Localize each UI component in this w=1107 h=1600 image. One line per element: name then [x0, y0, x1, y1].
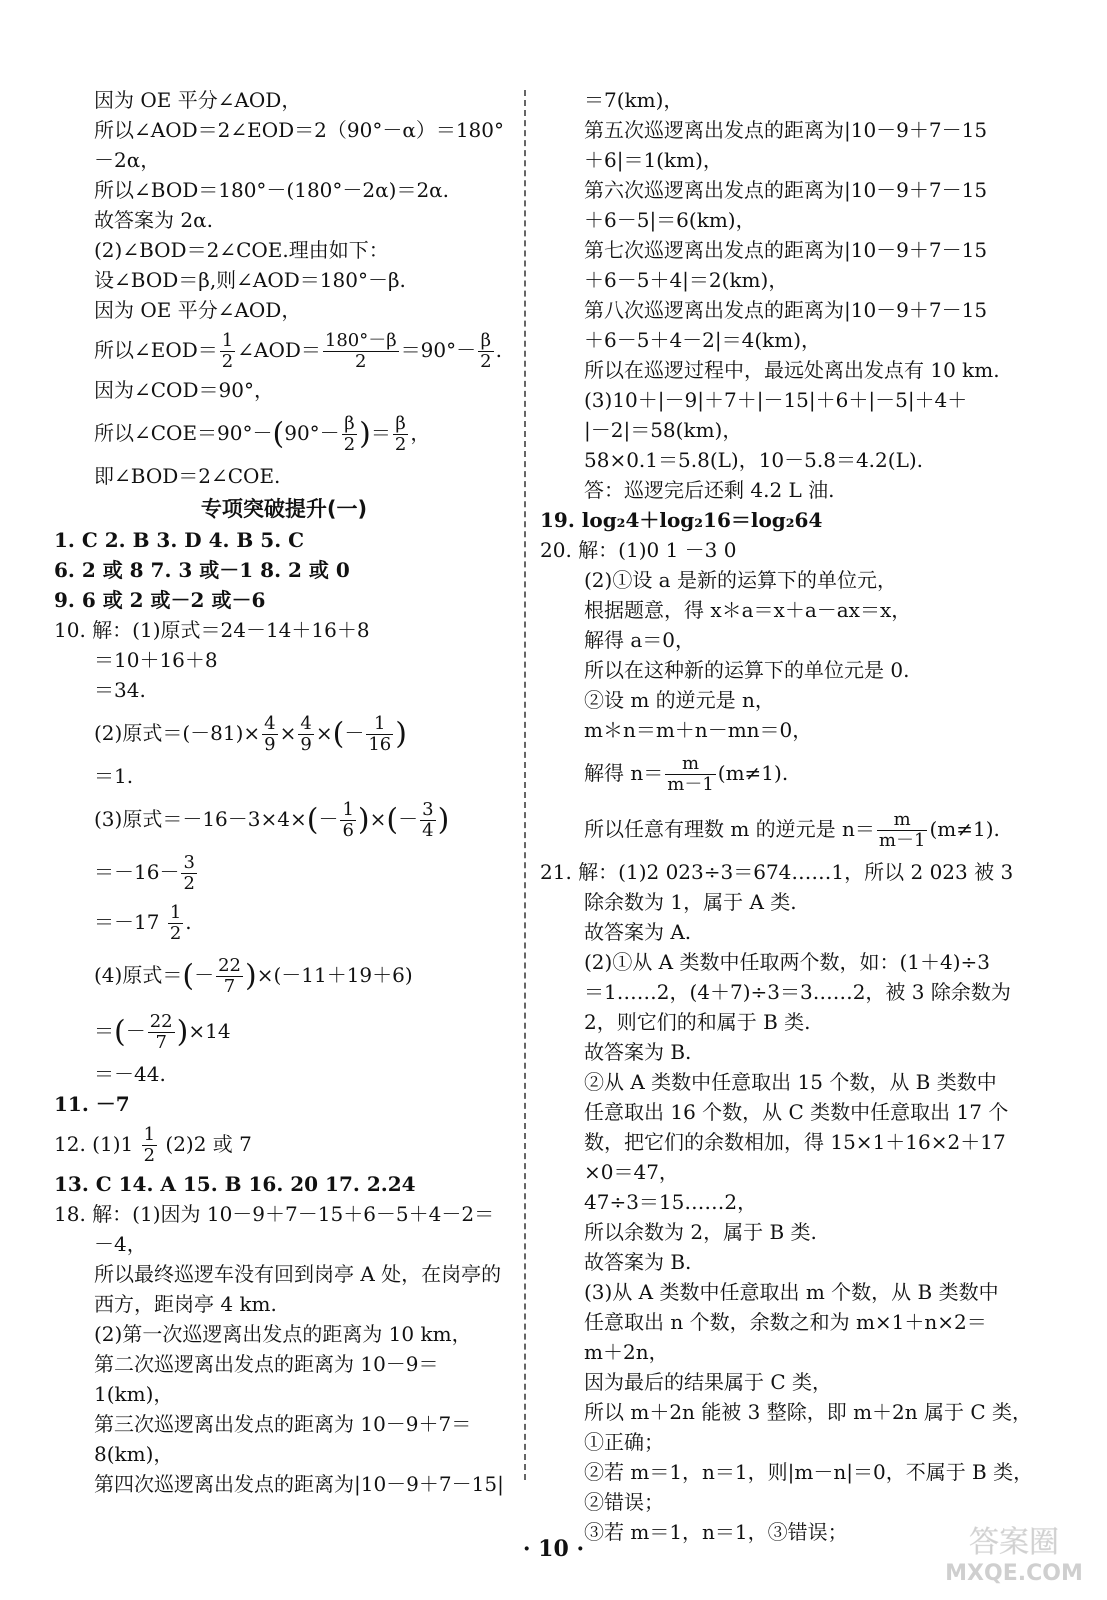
text: ＝ — [94, 1019, 114, 1043]
left-paren: ( — [332, 716, 345, 752]
text-line: (3)10＋|－9|＋7＋|－15|＋6＋|－5|＋4＋ — [584, 388, 968, 412]
math-line — [54, 1004, 514, 1058]
text-line: 第二次巡逻离出发点的距离为 10－9＝ — [94, 1352, 439, 1376]
text-line: 20. 解：(1)0 1 －3 0 — [540, 538, 737, 562]
text: . — [495, 338, 502, 362]
text-line: 西方，距岗亭 4 km. — [94, 1292, 277, 1316]
text: 所以∠EOD＝ — [94, 338, 218, 362]
text-line: 10. 解：(1)原式＝24－14＋16＋8 — [54, 618, 370, 642]
text-line: 设∠BOD＝β,则∠AOD＝180°－β. — [94, 268, 406, 292]
text-line: 即∠BOD＝2∠COE. — [94, 464, 281, 488]
answer-line: 11. －7 — [54, 1092, 130, 1116]
numerator: 1 — [143, 1124, 156, 1145]
text-line: 2，则它们的和属于 B 类. — [584, 1010, 811, 1034]
text-line: －2α， — [94, 148, 161, 172]
text-line: 数，把它们的余数相加，得 15×1＋16×2＋17 — [584, 1130, 1006, 1154]
math-line — [540, 802, 1055, 856]
text-line: 答：巡逻完后还剩 4.2 L 油. — [584, 478, 835, 502]
denominator: 9 — [300, 734, 312, 755]
text-line: ②从 A 类数中任意取出 15 个数，从 B 类数中 — [584, 1070, 997, 1094]
fraction — [478, 331, 493, 372]
math-line — [54, 1120, 514, 1168]
math-line — [54, 326, 514, 374]
text-line: 因为 OE 平分∠AOD， — [94, 298, 302, 322]
math-line — [54, 898, 514, 946]
math-line — [540, 746, 1055, 800]
times: × — [369, 807, 387, 831]
numerator: β — [395, 413, 406, 434]
text-line: 47÷3＝15……2， — [584, 1190, 758, 1214]
fraction — [323, 331, 399, 372]
fraction — [393, 414, 408, 455]
text-line: ＝7(km)， — [584, 88, 684, 112]
text-line: 任意取出 16 个数，从 C 类数中任意取出 17 个 — [584, 1100, 1009, 1124]
numerator: 1 — [169, 902, 182, 923]
text-line: ＝1. — [94, 764, 134, 788]
fraction — [877, 810, 928, 851]
text-line: 解得 a＝0， — [584, 628, 696, 652]
text-line: ＝10＋16＋8 — [94, 648, 218, 672]
answer-line: 13. C 14. A 15. B 16. 20 17. 2.24 — [54, 1172, 416, 1196]
right-paren: ) — [395, 716, 407, 752]
text-line: 因为最后的结果属于 C 类， — [584, 1370, 833, 1394]
denominator: 4 — [422, 820, 434, 841]
fraction — [420, 800, 435, 841]
text-line: m＋2n， — [584, 1340, 669, 1364]
text-line: 21. 解：(1)2 023÷3＝674……1，所以 2 023 被 3 — [540, 860, 1014, 884]
left-paren: ( — [386, 802, 399, 838]
denominator: 7 — [148, 1032, 175, 1053]
numerator: 1 — [374, 713, 386, 734]
text-line: ②若 m＝1，n＝1，则|m－n|＝0，不属于 B 类， — [584, 1460, 1034, 1484]
denominator: 6 — [342, 820, 354, 841]
fraction — [148, 1012, 175, 1053]
fraction — [262, 714, 277, 755]
fraction — [342, 414, 357, 455]
text-line: ＝34. — [94, 678, 146, 702]
numerator: m — [893, 809, 911, 830]
minus: － — [398, 807, 419, 831]
text-line: 第七次巡逻离出发点的距离为|10－9＋7－15 — [584, 238, 988, 262]
text-line: 所以在这种新的运算下的单位元是 0. — [584, 658, 910, 682]
times: × — [315, 721, 333, 745]
text: ＝ — [370, 421, 391, 445]
text-line: ③若 m＝1，n＝1，③错误； — [584, 1520, 848, 1544]
text-line: 所以 m＋2n 能被 3 整除，即 m＋2n 属于 C 类， — [584, 1400, 1033, 1424]
left-column — [54, 86, 514, 1500]
minus: － — [194, 963, 215, 987]
math-line — [54, 792, 514, 846]
math-line — [54, 706, 514, 760]
text-line: ＝1……2，(4＋7)÷3＝3……2，被 3 除余数为 — [584, 980, 1011, 1004]
numerator: 4 — [264, 713, 276, 734]
math-line — [54, 948, 514, 1002]
text-line: 所以∠BOD＝180°－(180°－2α)＝2α. — [94, 178, 450, 202]
fraction — [168, 903, 183, 944]
numerator: 22 — [149, 1011, 173, 1032]
text: 12. (1)1 — [54, 1132, 140, 1156]
text-line: 所以余数为 2，属于 B 类. — [584, 1220, 817, 1244]
text-line: 故答案为 B. — [584, 1250, 692, 1274]
text: (3)原式＝－16－3×4× — [94, 807, 307, 831]
text-line: 58×0.1＝5.8(L)，10－5.8＝4.2(L). — [584, 448, 924, 472]
text-line: 故答案为 B. — [584, 1040, 692, 1064]
text-line: 第六次巡逻离出发点的距离为|10－9＋7－15 — [584, 178, 988, 202]
text-line: 第五次巡逻离出发点的距离为|10－9＋7－15 — [584, 118, 988, 142]
text-line: 18. 解：(1)因为 10－9＋7－15＋6－5＋4－2＝ — [54, 1202, 495, 1226]
text: ， — [410, 421, 431, 445]
text: ∠AOD＝ — [237, 338, 321, 362]
numerator: β — [480, 330, 492, 351]
times: × — [279, 721, 297, 745]
text-line: 根据题意，得 x＊a＝x＋a－ax＝x， — [584, 598, 912, 622]
denominator: 2 — [169, 923, 182, 944]
text-line: 故答案为 A. — [584, 920, 692, 944]
text: 所以∠COE＝90°－ — [94, 421, 273, 445]
text-line: 除余数为 1，属于 A 类. — [584, 890, 797, 914]
text-line: ＋6|＝1(km)， — [584, 148, 723, 172]
denominator: m－1 — [667, 774, 714, 795]
text-line: 因为∠COD＝90°， — [94, 378, 274, 402]
denominator: m－1 — [878, 830, 926, 851]
numerator: 4 — [300, 713, 312, 734]
answer-line: 6. 2 或 8 7. 3 或－1 8. 2 或 0 — [54, 558, 350, 582]
minus: － — [344, 721, 365, 745]
denominator: 7 — [216, 976, 243, 997]
minus: － — [318, 807, 339, 831]
numerator: 180°－β — [324, 330, 397, 351]
fraction — [220, 331, 235, 372]
text: ＝－17 — [94, 910, 166, 934]
text-line: ×0＝47， — [584, 1160, 679, 1184]
text-line: 1(km)， — [94, 1382, 174, 1406]
numerator: 3 — [422, 799, 434, 820]
text-line: ②设 m 的逆元是 n， — [584, 688, 775, 712]
section-title: 专项突破提升(一) — [200, 497, 368, 521]
text-line: ②错误； — [584, 1490, 664, 1514]
text-line: 故答案为 2α. — [94, 208, 213, 232]
watermark-text-en: MXQE.COM — [945, 1561, 1083, 1586]
right-paren: ) — [437, 802, 450, 838]
text: (m≠1). — [929, 817, 1000, 841]
math-line — [54, 848, 514, 896]
answer-line: 9. 6 或 2 或－2 或－6 — [54, 588, 266, 612]
text: 90°－ — [284, 421, 340, 445]
denominator: 2 — [480, 351, 492, 372]
watermark-logo — [939, 1518, 1089, 1588]
answer-line: 19. log₂4＋log₂16＝log₂64 — [540, 508, 823, 532]
fraction — [665, 754, 716, 795]
numerator: β — [344, 413, 355, 434]
page-number: · 10 · — [522, 1536, 585, 1562]
answer-line: 1. C 2. B 3. D 4. B 5. C — [54, 528, 305, 552]
fraction — [298, 714, 313, 755]
text: 解得 n＝ — [584, 761, 664, 785]
denominator: 2 — [323, 351, 399, 372]
denominator: 9 — [264, 734, 276, 755]
left-paren: ( — [114, 1014, 126, 1050]
text-line: 第三次巡逻离出发点的距离为 10－9＋7＝ — [94, 1412, 472, 1436]
text: ×(－11＋19＋6) — [256, 963, 413, 987]
text-line: 第四次巡逻离出发点的距离为|10－9＋7－15| — [94, 1472, 504, 1496]
right-paren: ) — [357, 802, 370, 838]
text-line: (3)从 A 类数中任意取出 m 个数，从 B 类数中 — [584, 1280, 999, 1304]
text: ＝－16－ — [94, 860, 180, 884]
text: ×14 — [188, 1019, 231, 1043]
watermark-text-cn: 答案圈 — [969, 1525, 1059, 1560]
denominator: 16 — [368, 734, 392, 755]
text-line: (2)∠BOD＝2∠COE.理由如下： — [94, 238, 389, 262]
text-line: ＋6－5|＝6(km)， — [584, 208, 756, 232]
numerator: m — [681, 753, 700, 774]
numerator: 22 — [218, 955, 241, 976]
text-line: 所以最终巡逻车没有回到岗亭 A 处，在岗亭的 — [94, 1262, 502, 1286]
fraction — [181, 853, 196, 894]
text: ＝90°－ — [400, 338, 477, 362]
text-line: m＊n＝m＋n－mn＝0， — [584, 718, 813, 742]
text-line: 第八次巡逻离出发点的距离为|10－9＋7－15 — [584, 298, 988, 322]
left-paren: ( — [272, 416, 285, 452]
text-line: 8(km)， — [94, 1442, 174, 1466]
text-line: ＋6－5＋4|＝2(km)， — [584, 268, 789, 292]
text-line: －4， — [94, 1232, 147, 1256]
denominator: 2 — [221, 351, 234, 372]
text-line: (2)第一次巡逻离出发点的距离为 10 km， — [94, 1322, 472, 1346]
text: 所以任意有理数 m 的逆元是 n＝ — [584, 817, 875, 841]
text-line: 因为 OE 平分∠AOD， — [94, 88, 302, 112]
right-paren: ) — [244, 958, 257, 994]
fraction — [340, 800, 355, 841]
text-line: |－2|＝58(km)， — [584, 418, 743, 442]
text-line: 所以∠AOD＝2∠EOD＝2（90°－α）＝180° — [94, 118, 504, 142]
text: (2)原式＝(－81)× — [94, 721, 261, 745]
text-line: ①正确； — [584, 1430, 664, 1454]
text-line: ＝－44. — [94, 1062, 166, 1086]
text-line: 所以在巡逻过程中，最远处离出发点有 10 km. — [584, 358, 1000, 382]
numerator: 3 — [183, 852, 195, 873]
text-line: (2)①从 A 类数中任取两个数，如：(1＋4)÷3 — [584, 950, 991, 974]
denominator: 2 — [394, 434, 407, 455]
text: (2)2 或 7 — [159, 1132, 252, 1156]
text: (4)原式＝ — [94, 963, 183, 987]
denominator: 2 — [143, 1145, 156, 1166]
text-line: (2)①设 a 是新的运算下的单位元， — [584, 568, 897, 592]
fraction — [366, 714, 393, 755]
text-line: 任意取出 n 个数，余数之和为 m×1＋n×2＝ — [584, 1310, 987, 1334]
denominator: 2 — [183, 873, 195, 894]
left-paren: ( — [182, 958, 195, 994]
numerator: 1 — [221, 330, 234, 351]
fraction — [216, 956, 243, 997]
text-line: ＋6－5＋4－2|＝4(km)， — [584, 328, 822, 352]
numerator: 1 — [342, 799, 354, 820]
math-line — [54, 406, 514, 460]
period: . — [185, 910, 192, 934]
right-column — [540, 86, 1055, 1548]
right-paren: ) — [359, 416, 371, 452]
denominator: 2 — [343, 434, 356, 455]
column-divider — [524, 90, 526, 1480]
minus: － — [125, 1019, 146, 1043]
right-paren: ) — [176, 1014, 189, 1050]
fraction — [142, 1125, 157, 1166]
left-paren: ( — [306, 802, 319, 838]
text: (m≠1). — [717, 761, 789, 785]
